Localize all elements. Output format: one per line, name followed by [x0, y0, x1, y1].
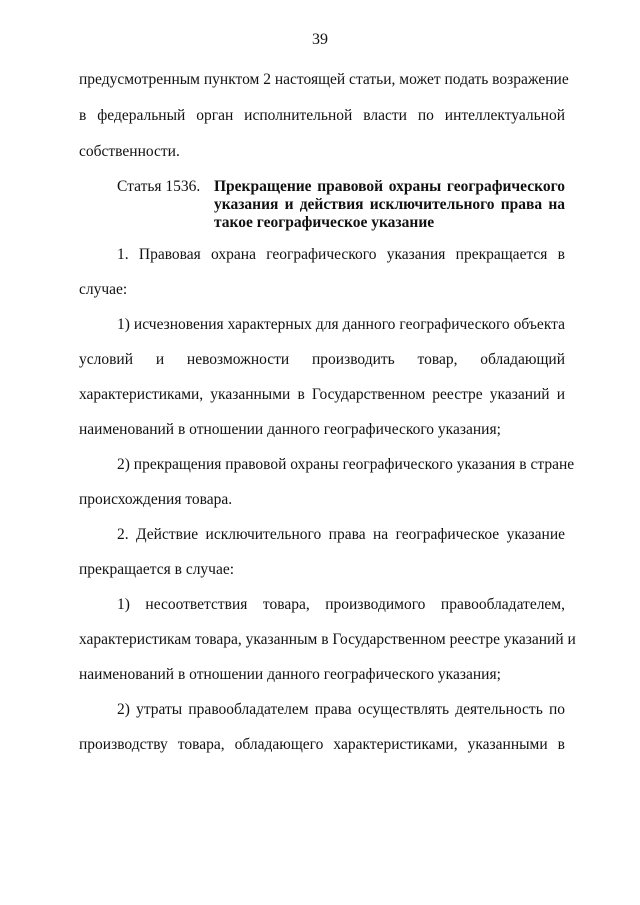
text-line: собственности. — [79, 143, 180, 160]
paragraph-line: случае: — [79, 281, 128, 298]
article-label: Статья 1536. — [117, 178, 201, 195]
paragraph-line: 2) утраты правообладателем права осуществлять деятельность по — [117, 701, 565, 718]
paragraph-line: прекращается в случае: — [79, 561, 235, 578]
paragraph-line: производству товара, обладающего характеристиками, указанными в — [79, 736, 565, 753]
paragraph-line: 1. Правовая охрана географического указания прекращается в — [117, 246, 565, 263]
paragraph-line: наименований в отношении данного географического указания; — [79, 421, 501, 438]
paragraph-line: 1) несоответствия товара, производимого правообладателем, — [117, 596, 565, 613]
paragraph-line: характеристикам товара, указанным в Государственном реестре указаний и — [79, 631, 576, 648]
text-line: предусмотренным пунктом 2 настоящей статьи, может подать возражение — [79, 71, 569, 88]
paragraph-line: характеристиками, указанными в Государственном реестре указаний и — [79, 386, 565, 403]
article-title-line: Прекращение правовой охраны географического — [214, 178, 565, 195]
paragraph-line: 2) прекращения правовой охраны географического указания в стране — [117, 456, 575, 473]
paragraph-line: происхождения товара. — [79, 491, 233, 508]
article-title-line: такое географическое указание — [214, 214, 435, 231]
page-number: 39 — [312, 31, 328, 48]
paragraph-line: условий и невозможности производить товар, обладающий — [79, 351, 565, 368]
paragraph-line: 2. Действие исключительного права на географическое указание — [117, 526, 565, 543]
paragraph-line: 1) исчезновения характерных для данного географического объекта — [117, 316, 565, 333]
article-title-line: указания и действия исключительного права на — [214, 196, 565, 213]
text-line: в федеральный орган исполнительной власти по интеллектуальной — [79, 107, 565, 124]
paragraph-line: наименований в отношении данного географического указания; — [79, 666, 501, 683]
